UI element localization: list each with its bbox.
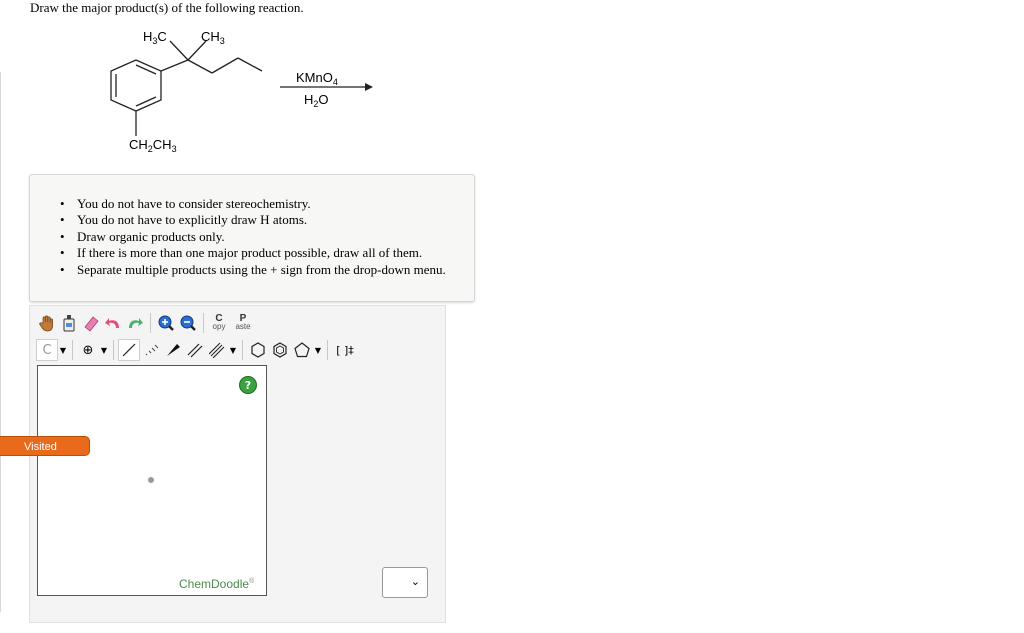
instruction-item: • If there is more than one major product possible, draw all of them. — [60, 245, 446, 261]
instruction-item: • You do not have to explicitly draw H atoms. — [60, 212, 446, 228]
charge-button[interactable]: ⊕ — [82, 342, 94, 358]
toolbar-separator — [203, 313, 204, 333]
bond-dropdown-arrow[interactable]: ▼ — [229, 345, 237, 355]
methyl-left-label: $H_3C$ — [143, 29, 167, 46]
toolbar-separator — [242, 340, 243, 360]
charge-dropdown-arrow[interactable]: ▼ — [100, 345, 108, 355]
chevron-down-icon: ⌄ — [410, 575, 420, 588]
instruction-item: • Draw organic products only. — [60, 229, 446, 245]
undo-icon[interactable] — [102, 312, 124, 334]
element-dropdown-arrow[interactable]: ▼ — [59, 345, 67, 355]
answer-select-dropdown[interactable] — [382, 567, 428, 598]
toolbar-row-2 — [36, 338, 358, 362]
hand-icon[interactable] — [36, 312, 58, 334]
toolbar-separator — [150, 313, 151, 333]
methyl-right-label: $CH_3$ — [201, 29, 225, 46]
reaction-arrow-head — [365, 83, 373, 91]
cyclohexane-icon[interactable] — [247, 339, 269, 361]
reagent-label: KMnO$_4$ — [296, 70, 338, 87]
copy-label-top: C — [215, 313, 223, 324]
paste-button[interactable] — [232, 312, 254, 334]
instruction-item: • Separate multiple products using the + sign from the drop-down menu. — [60, 262, 446, 278]
cyclopentane-icon[interactable] — [291, 339, 313, 361]
bottle-icon[interactable] — [58, 312, 80, 334]
single-bond-icon[interactable] — [118, 339, 140, 361]
instructions-box — [29, 174, 475, 302]
element-c-button[interactable]: C — [36, 339, 58, 361]
chemdoodle-brand — [179, 577, 254, 591]
bracket-charge-button[interactable]: [ ]‡ — [336, 343, 354, 357]
help-icon[interactable]: ? — [239, 376, 257, 394]
benzene-icon[interactable] — [269, 339, 291, 361]
paste-label-top: P — [239, 313, 247, 324]
zoom-in-icon[interactable] — [155, 312, 177, 334]
wedge-bond-icon[interactable] — [162, 339, 184, 361]
instruction-item: • You do not have to consider stereochemistry. — [60, 196, 446, 212]
triple-bond-icon[interactable] — [206, 339, 228, 361]
toolbar-row-1 — [36, 311, 254, 335]
brand-label: ChemDoodle — [179, 577, 250, 591]
eraser-icon[interactable] — [80, 312, 102, 334]
toolbar-separator — [113, 340, 114, 360]
ethyl-label: $CH_2CH_3$ — [129, 137, 177, 154]
ring-dropdown-arrow[interactable]: ▼ — [314, 345, 322, 355]
reaction-scheme — [90, 26, 410, 161]
copy-label-bottom: opy — [212, 322, 226, 331]
hashed-bond-icon[interactable] — [140, 339, 162, 361]
visited-tab[interactable]: Visited — [0, 436, 90, 456]
question-text: Draw the major product(s) of the following reaction. — [30, 0, 304, 15]
solvent-label: $H_2O$ — [304, 92, 329, 109]
copy-button[interactable] — [208, 312, 230, 334]
paste-label-bottom: aste — [235, 322, 251, 331]
toolbar-separator — [327, 340, 328, 360]
toolbar-separator — [72, 340, 73, 360]
canvas-cursor-dot — [148, 477, 154, 483]
benzene-ring — [111, 60, 161, 111]
double-bond-icon[interactable] — [184, 339, 206, 361]
redo-icon[interactable] — [124, 312, 146, 334]
brand-mark: ® — [249, 578, 255, 585]
instructions-list — [60, 196, 446, 278]
zoom-out-icon[interactable] — [177, 312, 199, 334]
left-divider — [0, 72, 1, 612]
